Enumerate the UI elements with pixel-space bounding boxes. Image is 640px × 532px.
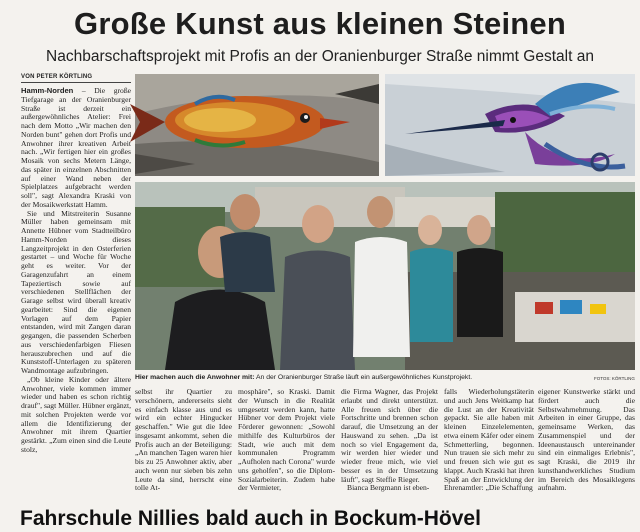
byline: VON PETER KÖRTLING	[21, 74, 131, 83]
dateline: Hamm-Norden	[21, 86, 74, 95]
article-column-4	[341, 388, 438, 498]
article-column-2	[135, 388, 232, 498]
paragraph: eigener Kunstwerke stärkt und fördert auch die Selbstwahrnehmung. Das Arbeiten in einer Gruppe, das gemeinsame Werken, das Zusammenspiel und der Ideenaustausch untereinander sind ein einmaliges Erlebnis", sagt Kraski, die 2019 ihr kunsthandwerkliches Studium im Bereich des Mosaiklegens aufnahm.	[538, 387, 635, 493]
photo-caption	[135, 374, 635, 381]
paragraph: Bianca Bergmann ist eben-	[347, 483, 430, 493]
paragraph	[21, 87, 131, 210]
paragraph-text: – Die große Tiefgarage an der Oranienburger Straße ist derzeit ein außergewöhnliches Atelier: Frei nach dem Motto „Wir machen den Norden bunt" gehen dort Profis und Anwohner ihrer kreativen Arbeit nach. „Wir fertigen hier ein großes Mosaik von sechs Metern Länge, das später in einzelnen Abschnitten auf einer Wand neben der Spielplatzes aufgebracht werden soll", sagt Alexandra Kraski von der Mosaikwerkstatt Hamm.	[21, 86, 131, 209]
article-subheadline: Nachbarschaftsprojekt mit Profis an der Oranienburger Straße nimmt Gestalt an	[46, 48, 594, 65]
photo-credit: FOTOS: KÖRTLING	[594, 376, 635, 381]
paragraph: Sie und Mitstreiterin Susanne Müller haben gemeinsam mit Annette Hübner vom Stadtteilbüro Hamm-Norden dieses Langzeitprojekt in den Osterferien gestartet – und Woche für Woche geht es weiter. Vor der Garagenzufahrt an einem Tapeziertisch sowie auf verschiedenen Stellflächen der Garage selbst wird überall kreativ gearbeitet: Sind die eigenen Vorlagen auf dem Papier entstanden, wird mit Zangen daran gegangen, die passenden Scherben aus verschiedenfarbigen Fliesen herauszubrechen und auf die Kunststoff-Unterlagen zu späteren Wandmontage aufzubringen.	[21, 208, 131, 375]
next-article-headline: Fahrschule Nillies bald auch in Bockum-Hövel	[20, 507, 481, 530]
article-headline: Große Kunst aus kleinen Steinen	[74, 6, 566, 41]
article-column-3	[238, 388, 335, 498]
group-photo-image	[135, 182, 635, 370]
fish-mosaic-image	[135, 74, 379, 176]
article-column-1	[21, 87, 131, 497]
caption-lead: Hier machen auch die Anwohner mit:	[135, 374, 255, 381]
group-photo	[135, 182, 635, 370]
hummingbird-mosaic-image	[385, 74, 635, 176]
caption-text: An der Oranienburger Straße läuft ein außergewöhnliches Kunstprojekt.	[254, 374, 473, 381]
paragraph: die Firma Wagner, das Projekt erlaubt und direkt unterstützt. Alle freuen sich über die Fortschritte und brennen schon darauf, die Umsetzung an der Hauswand zu sehen. „Da ist noch so viel Engagement da, wir werden hier wieder und wieder freue mich, wie viel besser es in der Umsetzung läuft", sagt Steffie Rieger.	[341, 387, 438, 484]
mosaic-fish-photo	[135, 74, 379, 176]
paragraph: mosphäre", so Kraski. Damit der Wunsch in die Realität umgesetzt werden kann, hatte Hübner vor dem Projekt viele Förderer gewonnen: „Sowohl mithilfe des Kulturbüros der Stadt, wie auch mit dem kommunalen Programm „Aufholen nach Corona" wurde uns geholfen", so die Diplom-Sozialarbeiterin. Zudem habe der Vermieter,	[238, 387, 335, 493]
article-column-6	[538, 388, 635, 498]
article-column-5	[444, 388, 534, 498]
paragraph: „Ob kleine Kinder oder ältere Anwohner, viele kommen immer wieder und haben es schon richtig drauf", sagt Müller. Hübner ergänzt, mit solchen Projekten werde vor allem die Identifizierung der Anwohner mit ihrem Quartier gestärkt. „Zum einen sind die Leute stolz,	[21, 374, 131, 454]
mosaic-hummingbird-photo	[385, 74, 635, 176]
paragraph: falls Wiederholungstäterin und auch Jens Weitkamp hat die Lust an der Kreativität gepackt. Sie alle haben mit kleinen Einzelelementen, etwa einem Käfer oder einem Schmetterling, begonnen. Nun trauen sie sich mehr zu und freuen sich wie gut es klappt. Auch Kraski hat ihren Spaß an der Entwicklung der Ehrenamtler: „Die Schaffung	[444, 387, 534, 493]
paragraph: selbst ihr Quartier zu verschönern, andererseits sieht es einfach klasse aus und es wird ein echter Hingucker geschaffen." Wie gut die Idee insgesamt ankommt, sehen die Profis auch an der Beteiligung: „An manchen Tagen waren hier bis zu 25 Anwohner aktiv, aber auch wenn nur sieben bis zehn Leute da sind, herrscht eine tolle At-	[135, 387, 232, 493]
